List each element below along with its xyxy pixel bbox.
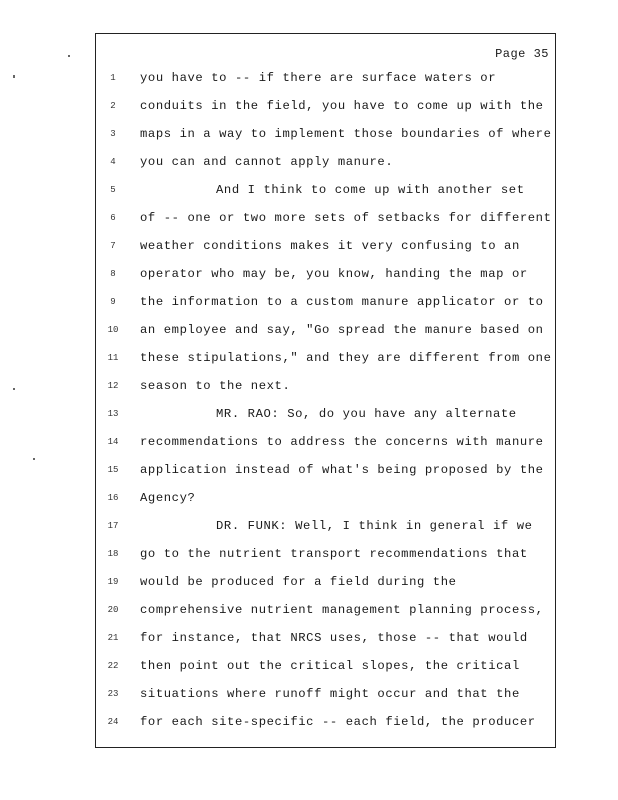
line-number: 11 (107, 353, 119, 363)
line-number: 2 (110, 101, 116, 111)
line-number: 23 (107, 689, 119, 699)
line-text: MR. RAO: So, do you have any alternate (216, 407, 517, 421)
line-text: would be produced for a field during the (140, 575, 457, 589)
line-number: 24 (107, 717, 119, 727)
line-number: 14 (107, 437, 119, 447)
transcript-line (96, 428, 555, 456)
transcript-line (96, 400, 555, 428)
line-text: operator who may be, you know, handing the map or (140, 267, 528, 281)
line-text: maps in a way to implement those boundaries of where (140, 127, 552, 141)
line-number: 8 (110, 269, 116, 279)
transcript-line (96, 260, 555, 288)
line-text: you can and cannot apply manure. (140, 155, 394, 169)
line-text: of -- one or two more sets of setbacks for different (140, 211, 552, 225)
line-text: conduits in the field, you have to come up with the (140, 99, 544, 113)
page-number: Page 35 (495, 47, 549, 61)
line-text: these stipulations," and they are different from one (140, 351, 552, 365)
scan-speck (13, 75, 15, 78)
transcript-line (96, 484, 555, 512)
line-number: 16 (107, 493, 119, 503)
line-number: 13 (107, 409, 119, 419)
line-text: weather conditions makes it very confusing to an (140, 239, 520, 253)
transcript-line (96, 64, 555, 92)
line-number: 9 (110, 297, 116, 307)
line-number: 1 (110, 73, 116, 83)
transcript-line (96, 232, 555, 260)
transcript-line (96, 148, 555, 176)
line-number: 17 (107, 521, 119, 531)
line-number: 18 (107, 549, 119, 559)
line-number: 20 (107, 605, 119, 615)
line-text: DR. FUNK: Well, I think in general if we (216, 519, 533, 533)
transcript-line (96, 456, 555, 484)
transcript-line (96, 288, 555, 316)
line-text: go to the nutrient transport recommendations that (140, 547, 528, 561)
transcript-line (96, 120, 555, 148)
scan-speck (33, 458, 35, 460)
transcript-lines (96, 64, 555, 736)
transcript-page (95, 33, 556, 748)
line-text: an employee and say, "Go spread the manure based on (140, 323, 544, 337)
transcript-line (96, 512, 555, 540)
transcript-line (96, 316, 555, 344)
line-number: 10 (107, 325, 119, 335)
line-text: the information to a custom manure applicator or to (140, 295, 544, 309)
line-text: Agency? (140, 491, 196, 505)
line-number: 19 (107, 577, 119, 587)
transcript-line (96, 540, 555, 568)
transcript-line (96, 176, 555, 204)
line-number: 12 (107, 381, 119, 391)
line-number: 7 (110, 241, 116, 251)
line-text: for each site-specific -- each field, the producer (140, 715, 536, 729)
line-text: for instance, that NRCS uses, those -- that would (140, 631, 528, 645)
transcript-line (96, 596, 555, 624)
line-number: 6 (110, 213, 116, 223)
line-text: recommendations to address the concerns with manure (140, 435, 544, 449)
transcript-line (96, 652, 555, 680)
line-number: 15 (107, 465, 119, 475)
scan-speck (13, 388, 15, 390)
line-number: 21 (107, 633, 119, 643)
transcript-line (96, 372, 555, 400)
line-text: situations where runoff might occur and that the (140, 687, 520, 701)
line-text: you have to -- if there are surface waters or (140, 71, 497, 85)
scan-speck (68, 55, 70, 57)
line-number: 22 (107, 661, 119, 671)
line-number: 3 (110, 129, 116, 139)
transcript-line (96, 680, 555, 708)
line-number: 4 (110, 157, 116, 167)
line-text: then point out the critical slopes, the critical (140, 659, 520, 673)
line-number: 5 (110, 185, 116, 195)
line-text: And I think to come up with another set (216, 183, 525, 197)
transcript-line (96, 708, 555, 736)
line-text: season to the next. (140, 379, 291, 393)
line-text: application instead of what's being proposed by the (140, 463, 544, 477)
transcript-line (96, 92, 555, 120)
transcript-line (96, 568, 555, 596)
transcript-line (96, 344, 555, 372)
transcript-line (96, 204, 555, 232)
line-text: comprehensive nutrient management planning process, (140, 603, 544, 617)
transcript-line (96, 624, 555, 652)
